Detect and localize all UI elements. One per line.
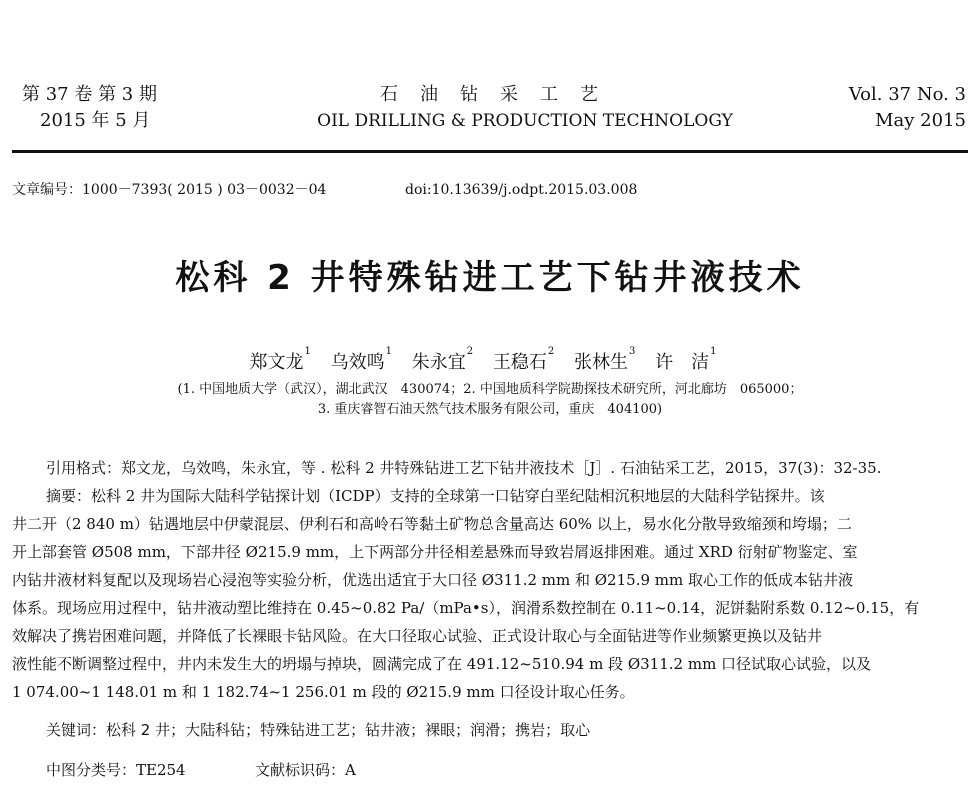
abstract-line: 井二开（2 840 m）钻遇地层中伊蒙混层、伊利石和高岭石等黏土矿物总含量高达 60% 以上，易水化分散导致缩颈和垮塌；二 — [12, 515, 852, 533]
article-number-label: 文章编号： — [12, 182, 82, 198]
author-name: 许 洁 — [655, 352, 710, 373]
volume-issue-en: Vol. 37 No. 3 — [848, 84, 966, 105]
author-name: 张林生 — [573, 352, 628, 373]
author-affiliation-mark: 2 — [547, 346, 555, 357]
author-name: 郑文龙 — [249, 352, 304, 373]
date-en: May 2015 — [875, 110, 966, 131]
document-code-label: 文献标识码： — [255, 761, 346, 779]
abstract-text: 松科 2 井为国际大陆科学钻探计划（ICDP）支持的全球第一口钻穿白垩纪陆相沉积地层的大陆科学钻探井。该 — [91, 487, 825, 505]
header-rule — [12, 150, 968, 153]
author-list — [0, 348, 980, 374]
article-number — [12, 180, 326, 200]
keywords-label: 关键词： — [46, 721, 107, 739]
author-affiliation-mark: 1 — [304, 346, 311, 357]
volume-issue-cn: 第 37 卷 第 3 期 — [22, 84, 157, 105]
author-name: 乌效鸣 — [330, 352, 385, 373]
clc-value: TE254 — [136, 761, 186, 779]
abstract-line: 开上部套管 Ø508 mm，下部井径 Ø215.9 mm，上下两部分井径相差悬殊而导致岩屑返排困难。通过 XRD 衍射矿物鉴定、室 — [12, 543, 858, 561]
abstract-line: 1 074.00~1 148.01 m 和 1 182.74~1 256.01 m 段的 Ø215.9 mm 口径设计取心任务。 — [12, 683, 635, 701]
author-name: 王稳石 — [492, 352, 547, 373]
doi: doi:10.13639/j.odpt.2015.03.008 — [405, 182, 638, 198]
paper-title: 松科 2 井特殊钻进工艺下钻井液技术 — [175, 258, 805, 298]
journal-title-en: OIL DRILLING & PRODUCTION TECHNOLOGY — [317, 111, 733, 131]
author-affiliation-mark: 1 — [385, 346, 393, 357]
author-name: 朱永宜 — [411, 352, 466, 373]
author-affiliation-mark: 3 — [628, 346, 636, 357]
abstract-line: 内钻井液材料复配以及现场岩心浸泡等实验分析，优选出适宜于大口径 Ø311.2 mm 和 Ø215.9 mm 取心工作的低成本钻井液 — [12, 571, 853, 589]
clc-label: 中图分类号： — [46, 761, 137, 779]
keywords-text: 松科 2 井；大陆科钻；特殊钻进工艺；钻井液；裸眼；润滑；携岩；取心 — [106, 721, 591, 739]
abstract-label: 摘要： — [46, 487, 92, 505]
citation-label: 引用格式： — [46, 459, 122, 477]
abstract-line: 体系。现场应用过程中，钻井液动塑比维持在 0.45~0.82 Pa/（mPa•s），润滑系数控制在 0.11~0.14，泥饼黏附系数 0.12~0.15，有 — [12, 599, 920, 617]
article-number-value: 1000－7393( 2015 ) 03－0032－04 — [82, 182, 327, 198]
citation — [46, 455, 881, 481]
abstract-line: 液性能不断调整过程中，井内未发生大的坍塌与掉块，圆满完成了在 491.12~510.94 m 段 Ø311.2 mm 口径试取心试验，以及 — [12, 655, 872, 673]
author-affiliation-mark: 2 — [466, 346, 474, 357]
affiliation-line: (1. 中国地质大学（武汉），湖北武汉 430074；2. 中国地质科学院勘探技术研究所，河北廊坊 065000； — [177, 382, 803, 397]
affiliation-line: 3. 重庆睿智石油天然气技术服务有限公司，重庆 404100) — [317, 402, 663, 417]
abstract-line: 效解决了携岩困难问题，并降低了长裸眼卡钻风险。在大口径取心试验、正式设计取心与全面钻进等作业频繁更换以及钻井 — [12, 627, 823, 645]
document-code — [255, 757, 356, 783]
date-cn: 2015 年 5 月 — [40, 110, 151, 131]
document-code-value: A — [345, 761, 356, 779]
citation-text: 郑文龙，乌效鸣，朱永宜，等 . 松科 2 井特殊钻进工艺下钻井液技术［J］. 石油钻采工艺，2015，37(3)：32-35. — [121, 459, 882, 477]
journal-title-cn: 石 油 钻 采 工 艺 — [380, 84, 600, 105]
clc-number — [46, 757, 186, 783]
keywords — [46, 717, 590, 743]
abstract-line-first — [46, 483, 825, 509]
author-affiliation-mark: 1 — [710, 346, 717, 357]
